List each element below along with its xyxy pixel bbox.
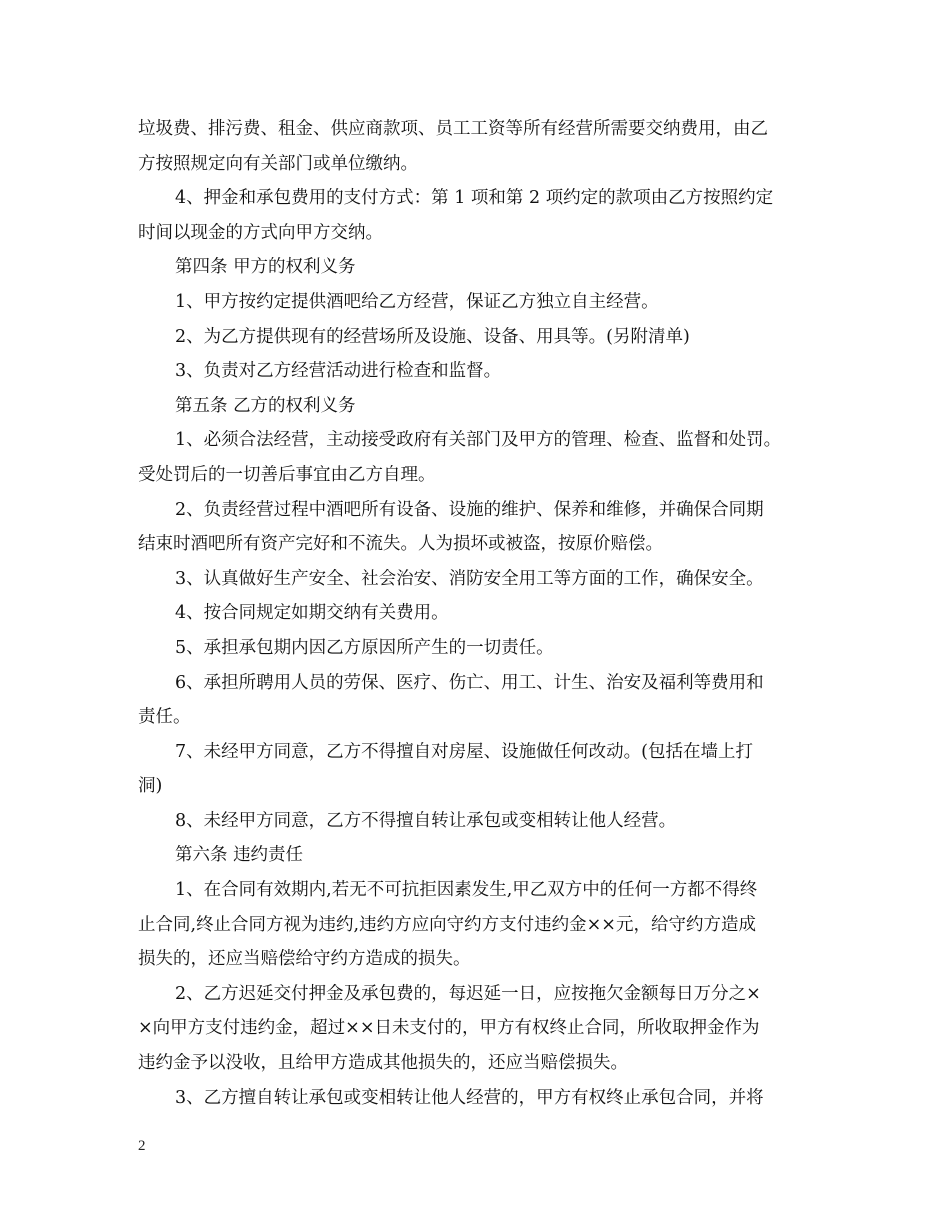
text-line: 6、承担所聘用人员的劳保、医疗、伤亡、用工、计生、治安及福利等费用和 [175, 672, 764, 693]
text-line: 结束时酒吧所有资产完好和不流失。人为损坏或被盗，按原价赔偿。 [138, 534, 663, 555]
paragraph [138, 631, 818, 666]
text-line: 第四条 甲方的权利义务 [175, 257, 356, 278]
text-line: 时间以现金的方式向甲方交纳。 [138, 222, 383, 243]
paragraph [138, 250, 818, 285]
text-line: 第六条 违约责任 [175, 845, 304, 866]
text-line: 3、乙方擅自转让承包或变相转让他人经营的，甲方有权终止承包合同，并将 [175, 1087, 764, 1108]
text-line: 8、未经甲方同意，乙方不得擅自转让承包或变相转让他人经营。 [175, 810, 677, 831]
text-line: 违约金予以没收，且给甲方造成其他损失的，还应当赔偿损失。 [138, 1053, 628, 1074]
text-line: 1、在合同有效期内,若无不可抗拒因素发生,甲乙双方中的任何一方都不得终 [175, 880, 758, 901]
paragraph [138, 423, 818, 492]
text-line: 2、为乙方提供现有的经营场所及设施、设备、用具等。(另附清单) [175, 326, 690, 347]
text-line: 洞) [138, 776, 163, 797]
text-line: 第五条 乙方的权利义务 [175, 395, 356, 416]
text-line: 7、未经甲方同意，乙方不得擅自对房屋、设施做任何改动。(包括在墙上打 [175, 741, 753, 762]
paragraph [138, 1081, 818, 1116]
text-line: 5、承担承包期内因乙方原因所产生的一切责任。 [175, 637, 554, 658]
paragraph [138, 596, 818, 631]
text-line: 1、甲方按约定提供酒吧给乙方经营，保证乙方独立自主经营。 [175, 291, 659, 312]
text-line: 方按照规定向有关部门或单位缴纳。 [138, 153, 418, 174]
text-line: 垃圾费、排污费、租金、供应商款项、员工工资等所有经营所需要交纳费用，由乙 [138, 119, 768, 139]
paragraph [138, 493, 818, 562]
text-line: 2、乙方迟延交付押金及承包费的，每迟延一日，应按拖欠金额每日万分之× [175, 983, 761, 1004]
text-line: 3、认真做好生产安全、社会治安、消防安全用工等方面的工作，确保安全。 [175, 568, 764, 589]
text-line: 责任。 [138, 707, 191, 728]
paragraph [138, 181, 818, 250]
paragraph [138, 285, 818, 320]
page-number: 2 [138, 1138, 146, 1154]
text-line: 受处罚后的一切善后事宜由乙方自理。 [138, 464, 436, 485]
paragraph [138, 666, 818, 735]
paragraph [138, 873, 818, 977]
text-line: 1、必须合法经营，主动接受政府有关部门及甲方的管理、检查、监督和处罚。 [175, 430, 782, 451]
paragraph [138, 354, 818, 389]
paragraph [138, 804, 818, 839]
text-line: 损失的，还应当赔偿给守约方造成的损失。 [138, 949, 471, 970]
paragraph [138, 389, 818, 424]
paragraph [138, 977, 818, 1081]
paragraph [138, 838, 818, 873]
document-body [138, 112, 818, 1115]
text-line: ×向甲方支付违约金，超过××日未支付的，甲方有权终止合同，所收取押金作为 [138, 1018, 760, 1039]
paragraph [138, 735, 818, 804]
paragraph [138, 112, 818, 181]
text-line: 4、按合同规定如期交纳有关费用。 [175, 603, 449, 624]
text-line: 4、押金和承包费用的支付方式：第 1 项和第 2 项约定的款项由乙方按照约定 [175, 188, 774, 209]
text-line: 止合同,终止合同方视为违约,违约方应向守约方支付违约金××元，给守约方造成 [138, 914, 756, 935]
text-line: 2、负责经营过程中酒吧所有设备、设施的维护、保养和维修，并确保合同期 [175, 499, 764, 520]
paragraph [138, 562, 818, 597]
text-line: 3、负责对乙方经营活动进行检查和监督。 [175, 361, 502, 382]
paragraph [138, 320, 818, 355]
